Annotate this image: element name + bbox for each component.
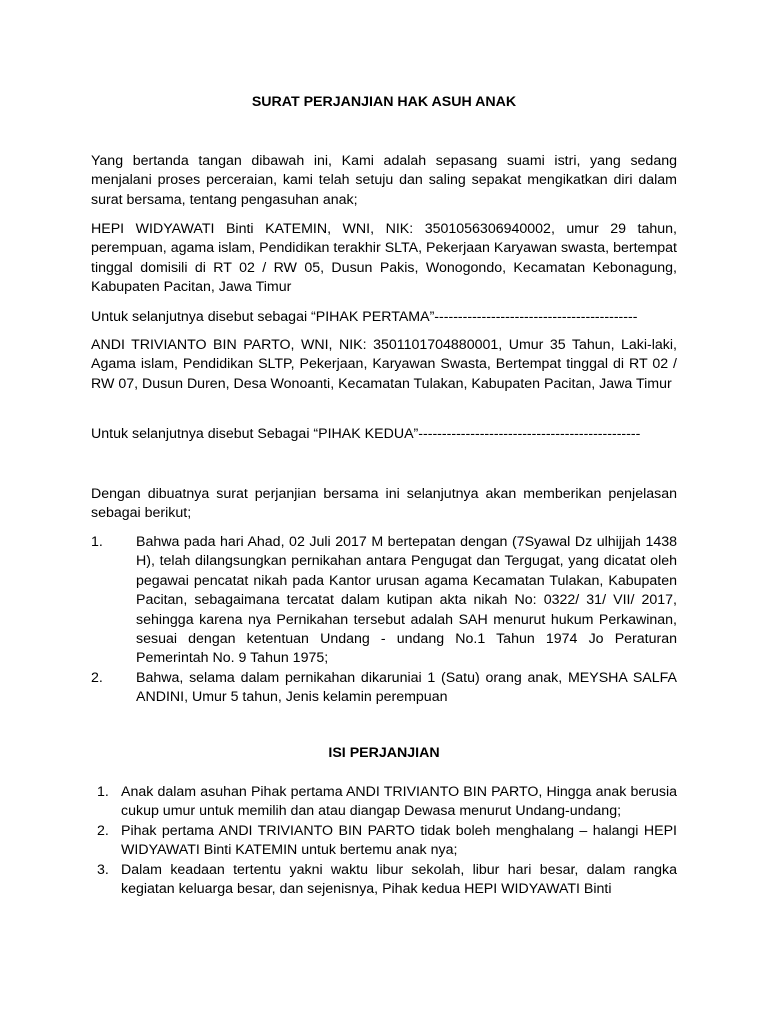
agreement-number: 3. [97,861,109,878]
document-title: SURAT PERJANJIAN HAK ASUH ANAK [251,94,517,110]
party2-label-paragraph [91,425,677,444]
explanation-number: 2. [91,669,103,686]
agreement-number: 1. [97,784,109,800]
agreement-text: Dalam keadaan tertentu yakni waktu libur sekolah, libur hari besar, dalam rangka kegiatan keluarga besar, dan sejenisnya, Pihak kedua HEPI WIDYAWATI Binti [121,861,677,898]
agreement-item [97,822,677,861]
agreement-item [97,861,677,900]
explanation-list [91,533,677,708]
party1-text: HEPI WIDYAWATI Binti KATEMIN, WNI, NIK: 3501056306940002, umur 29 tahun, perempuan, agama islam, Pendidikan terakhir SLTA, Pekerjaan Karyawan swasta, bertempat tinggal domisili di RT 02 / RW 05, Dusun Pakis, Wonogondo, Kecamatan Kebonagung, Kabupaten Pacitan, Jawa Timur [91,221,677,296]
agreement-list [97,783,677,899]
explanation-text: Bahwa, selama dalam pernikahan dikaruniai 1 (Satu) orang anak, MEYSHA SALFA ANDINI, Umur 5 tahun, Jenis kelamin perempuan [136,669,677,706]
party1-label-paragraph [91,308,677,327]
section-title: ISI PERJANJIAN [328,745,440,761]
intro-paragraph [91,152,677,210]
party2-label: Untuk selanjutnya disebut Sebagai “PIHAK KEDUA”----------------------------------------------- [91,426,641,442]
explain-intro-paragraph [91,485,677,524]
agreement-text: Anak dalam asuhan Pihak pertama ANDI TRIVIANTO BIN PARTO, Hingga anak berusia cukup umur untuk memilih dan atau diangap Dewasa menurut Undang-undang; [121,784,677,820]
explanation-number: 1. [91,534,103,550]
explanation-item [91,669,677,708]
party1-label: Untuk selanjutnya disebut sebagai “PIHAK PERTAMA”------------------------------------------- [91,309,638,325]
explain-intro-text: Dengan dibuatnya surat perjanjian bersama ini selanjutnya akan memberikan penjelasan sebagai berikut; [91,486,677,522]
agreement-item [97,783,677,822]
explanation-text: Bahwa pada hari Ahad, 02 Juli 2017 M bertepatan dengan (7Syawal Dz ulhijjah 1438 H), telah dilangsungkan pernikahan antara Pengugat dan Tergugat, yang dicatat oleh pegawai pencatat nikah pada Kantor urusan agama Kecamatan Tulakan, Kabupaten Pacitan, sebagaimana tercatat dalam kutipan akta nikah No: 0322/ 31/ VII/ 2017, sehingga karena nya Pernikahan tersebut adalah SAH menurut hukum Perkawinan, sesuai dengan ketentuan Undang - undang No.1 Tahun 1974 Jo Peraturan Pemerintah No. 9 Tahun 1975; [136,534,677,667]
party2-text: ANDI TRIVIANTO BIN PARTO, WNI, NIK: 3501101704880001, Umur 35 Tahun, Laki-laki, Agama islam, Pendidikan SLTP, Pekerjaan, Karyawan Swasta, Bertempat tinggal di RT 02 / RW 07, Dusun Duren, Desa Wonoanti, Kecamatan Tulakan, Kabupaten Pacitan, Jawa Timur [91,337,677,392]
party2-paragraph [91,336,677,394]
party1-paragraph [91,220,677,298]
agreement-text: Pihak pertama ANDI TRIVIANTO BIN PARTO tidak boleh menghalang – halangi HEPI WIDYAWATI Binti KATEMIN untuk bertemu anak nya; [121,822,677,859]
explanation-item [91,533,677,669]
agreement-number: 2. [97,822,109,839]
intro-text: Yang bertanda tangan dibawah ini, Kami adalah sepasang suami istri, yang sedang menjalani proses perceraian, kami telah setuju dan saling sepakat mengikatkan diri dalam surat bersama, tentang pengasuhan anak; [91,153,677,208]
